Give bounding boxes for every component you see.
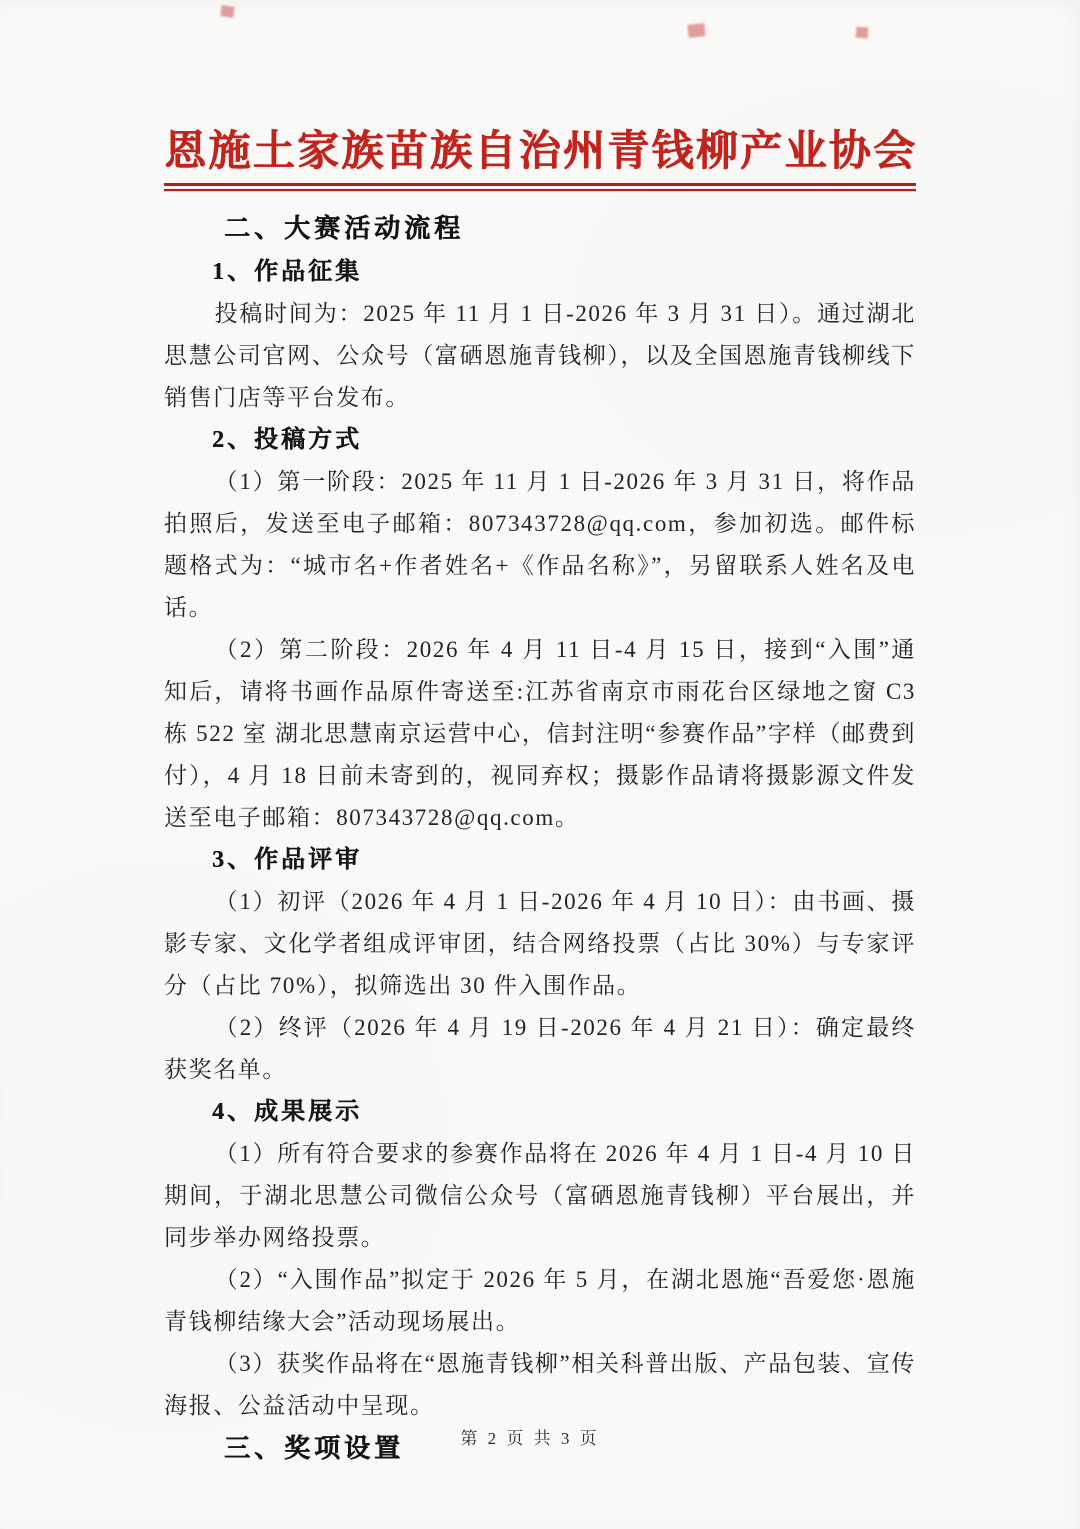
scan-artifact xyxy=(220,5,234,18)
letterhead-title: 恩施土家族苗族自治州青钱柳产业协会 xyxy=(164,129,916,175)
scan-artifact xyxy=(687,23,705,38)
page-content xyxy=(164,126,916,1471)
document-body xyxy=(164,207,916,1471)
body-paragraph: （2）第二阶段：2026 年 4 月 11 日-4 月 15 日，接到“入围”通知后，请将书画作品原件寄送至:江苏省南京市雨花台区绿地之窗 C3 栋 522 室 湖北思慧南京运营中心，信封注明“参赛作品”字样（邮费到付），4 月 18 日前未寄到的，视同弃权；摄影作品请将摄影源文件发送至电子邮箱：807343728@qq.com。 xyxy=(164,637,916,830)
section-heading-awards: 三、奖项设置 xyxy=(224,1434,405,1463)
section-heading-activity-flow: 二、大赛活动流程 xyxy=(224,214,465,243)
letterhead-divider xyxy=(164,183,916,191)
page-number: 第 2 页 共 3 页 xyxy=(460,1429,600,1448)
body-paragraph: （2）终评（2026 年 4 月 19 日-2026 年 4 月 21 日）：确定最终获奖名单。 xyxy=(164,1015,916,1082)
subsection-heading-submission: 2、投稿方式 xyxy=(212,427,362,453)
scan-artifact xyxy=(856,27,869,39)
body-paragraph: （2）“入围作品”拟定于 2026 年 5 月，在湖北恩施“吾爱您·恩施青钱柳结缘大会”活动现场展出。 xyxy=(164,1267,916,1334)
body-paragraph: （3）获奖作品将在“恩施青钱柳”相关科普出版、产品包装、宣传海报、公益活动中呈现。 xyxy=(164,1351,916,1418)
subsection-heading-exhibition: 4、成果展示 xyxy=(212,1099,362,1125)
body-paragraph: 投稿时间为：2025 年 11 月 1 日-2026 年 3 月 31 日）。通过湖北思慧公司官网、公众号（富硒恩施青钱柳），以及全国恩施青钱柳线下销售门店等平台发布。 xyxy=(164,301,916,410)
body-paragraph: （1）第一阶段：2025 年 11 月 1 日-2026 年 3 月 31 日，将作品拍照后，发送至电子邮箱：807343728@qq.com，参加初选。邮件标题格式为：“城市名+作者姓名+《作品名称》”，另留联系人姓名及电话。 xyxy=(164,469,916,620)
body-paragraph: （1）初评（2026 年 4 月 1 日-2026 年 4 月 10 日）：由书画、摄影专家、文化学者组成评审团，结合网络投票（占比 30%）与专家评分（占比 70%），拟筛选出 30 件入围作品。 xyxy=(164,889,916,998)
subsection-heading-collection: 1、作品征集 xyxy=(212,259,362,285)
body-paragraph: （1）所有符合要求的参赛作品将在 2026 年 4 月 1 日-4 月 10 日期间，于湖北思慧公司微信公众号（富硒恩施青钱柳）平台展出，并同步举办网络投票。 xyxy=(164,1141,916,1250)
subsection-heading-review: 3、作品评审 xyxy=(212,847,362,873)
